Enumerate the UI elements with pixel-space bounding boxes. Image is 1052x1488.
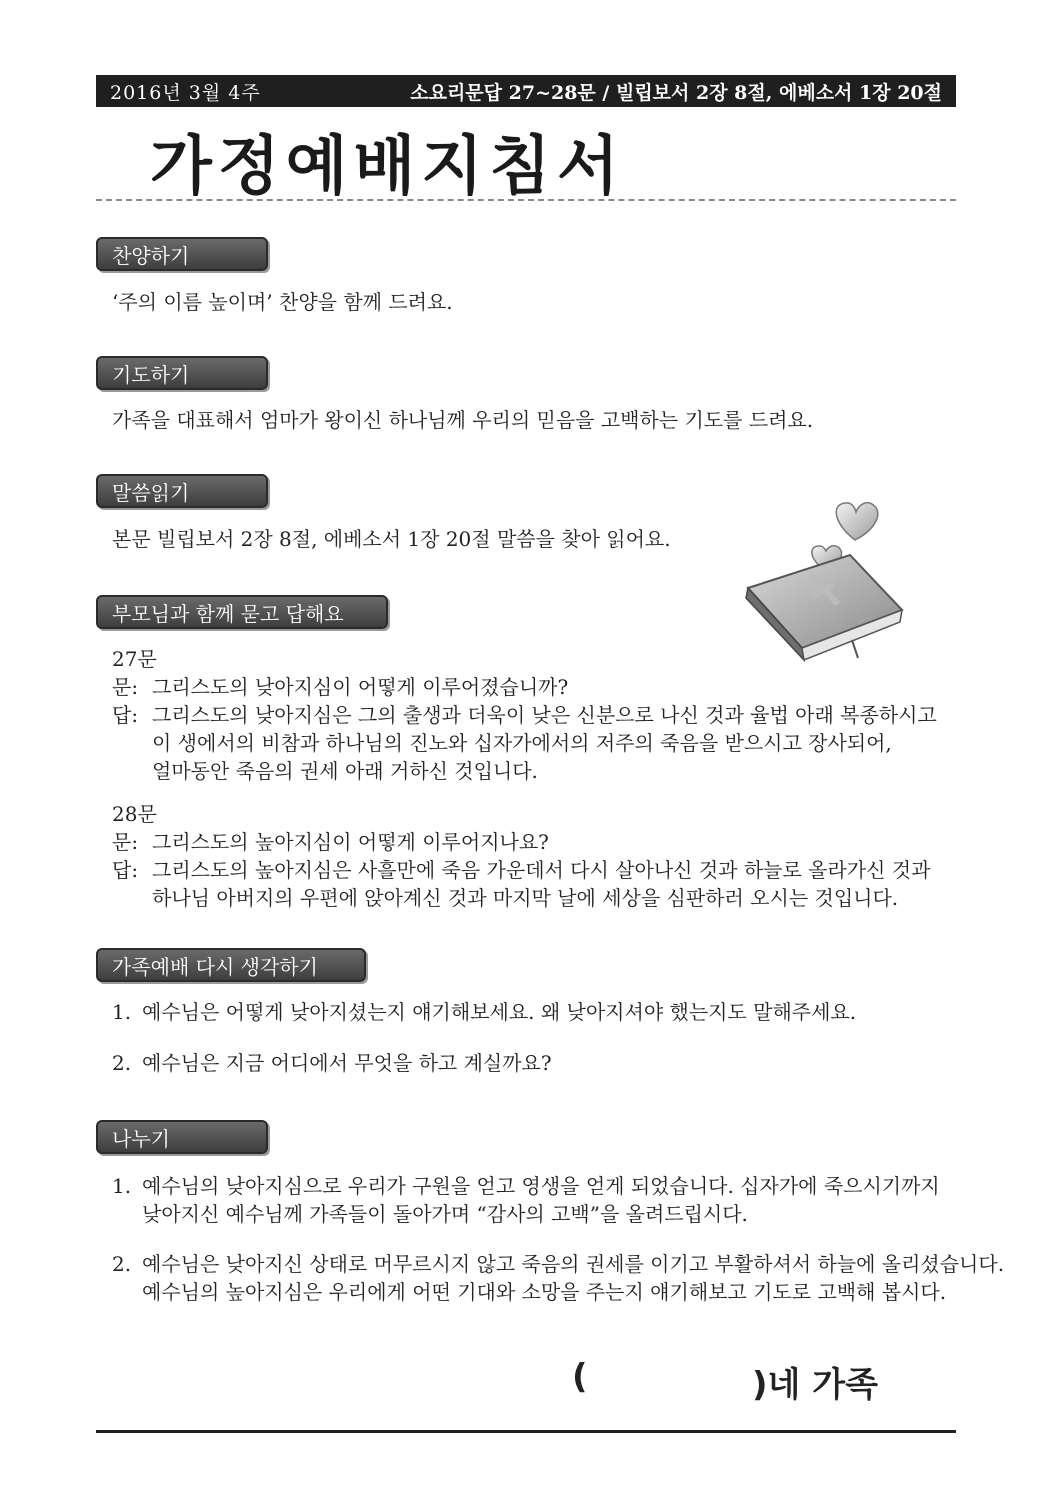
answer-row <box>112 757 937 785</box>
item-text: 낮아지신 예수님께 가족들이 돌아가며 “감사의 고백”을 올려드립시다. <box>142 1202 748 1226</box>
question-row <box>112 828 930 856</box>
top-bar <box>96 75 956 107</box>
section-heading-review: 가족예배 다시 생각하기 <box>96 948 366 982</box>
answer-label: 답: <box>112 703 139 727</box>
item-text: 예수님의 낮아지심으로 우리가 구원을 얻고 영생을 얻게 되었습니다. 십자가에 죽으시기까지 <box>142 1174 940 1198</box>
page-title: 가정예배지침서 <box>150 130 625 204</box>
prayer-text: 가족을 대표해서 엄마가 왕이신 하나님께 우리의 믿음을 고백하는 기도를 드려요. <box>112 408 814 432</box>
answer-line: 그리스도의 낮아지심은 그의 출생과 더욱이 낮은 신분으로 나신 것과 율법 아래 복종하시고 <box>152 703 937 727</box>
item-number: 2. <box>112 1051 132 1075</box>
answer-line: 얼마동안 죽음의 권세 아래 거하신 것입니다. <box>152 759 538 783</box>
list-item <box>112 1049 856 1077</box>
answer-line: 그리스도의 높아지심은 사흘만에 죽음 가운데서 다시 살아나신 것과 하늘로 올라가신 것과 <box>152 858 931 882</box>
question-text: 그리스도의 낮아지심이 어떻게 이루어졌습니까? <box>152 675 569 699</box>
item-text: 예수님은 지금 어디에서 무엇을 하고 계실까요? <box>142 1051 552 1075</box>
section-heading-prayer: 기도하기 <box>96 356 268 390</box>
qa-28 <box>112 800 930 912</box>
praise-text: ‘주의 이름 높이며’ 찬양을 함께 드려요. <box>112 290 453 314</box>
date-label: 2016년 3월 4주 <box>110 81 261 104</box>
family-name-close: )네 가족 <box>752 1365 878 1405</box>
question-text: 그리스도의 높아지심이 어떻게 이루어지나요? <box>152 830 549 854</box>
question-row <box>112 673 937 701</box>
question-label: 문: <box>112 675 139 699</box>
list-item <box>112 998 856 1026</box>
answer-line: 이 생에서의 비참과 하나님의 진노와 십자가에서의 저주의 죽음을 받으시고 장사되어, <box>152 731 892 755</box>
section-heading-praise: 찬양하기 <box>96 237 268 271</box>
bible-with-hearts-icon <box>740 500 910 665</box>
item-text: 예수님은 낮아지신 상태로 머무르시지 않고 죽음의 권세를 이기고 부활하셔서 하늘에 올리셨습니다. <box>142 1252 1005 1276</box>
family-name-open: ( <box>572 1357 588 1397</box>
answer-row <box>112 729 937 757</box>
question-number: 28문 <box>112 802 157 826</box>
question-number: 27문 <box>112 647 157 671</box>
item-text: 예수님의 높아지심은 우리에게 어떤 기대와 소망을 주는지 얘기해보고 기도로 고백해 봅시다. <box>142 1280 947 1304</box>
answer-label: 답: <box>112 858 139 882</box>
item-number: 2. <box>112 1252 132 1276</box>
item-number: 1. <box>112 1174 132 1198</box>
sharing-list <box>112 1172 1004 1306</box>
list-item-continued <box>112 1200 1004 1228</box>
title-divider <box>96 199 956 201</box>
answer-line: 하나님 아버지의 우편에 앉아계신 것과 마지막 날에 세상을 심판하러 오시는 것입니다. <box>152 886 899 910</box>
section-heading-reading: 말씀읽기 <box>96 474 268 508</box>
answer-row <box>112 856 930 884</box>
question-label: 문: <box>112 830 139 854</box>
scripture-reference: 소요리문답 27~28문 / 빌립보서 2장 8절, 에베소서 1장 20절 <box>410 81 942 104</box>
section-heading-sharing: 나누기 <box>96 1120 268 1154</box>
item-number: 1. <box>112 1000 132 1024</box>
item-text: 예수님은 어떻게 낮아지셨는지 얘기해보세요. 왜 낮아지셔야 했는지도 말해주세요. <box>142 1000 857 1024</box>
review-list <box>112 998 856 1077</box>
list-item <box>112 1250 1004 1278</box>
section-heading-qa: 부모님과 함께 묻고 답해요 <box>96 595 388 629</box>
list-item <box>112 1172 1004 1200</box>
answer-row <box>112 701 937 729</box>
list-item-continued <box>112 1278 1004 1306</box>
bottom-rule <box>96 1430 956 1433</box>
answer-row <box>112 884 930 912</box>
family-signature <box>572 1357 878 1406</box>
qa-27 <box>112 645 937 785</box>
reading-text: 본문 빌립보서 2장 8절, 에베소서 1장 20절 말씀을 찾아 읽어요. <box>112 527 671 551</box>
